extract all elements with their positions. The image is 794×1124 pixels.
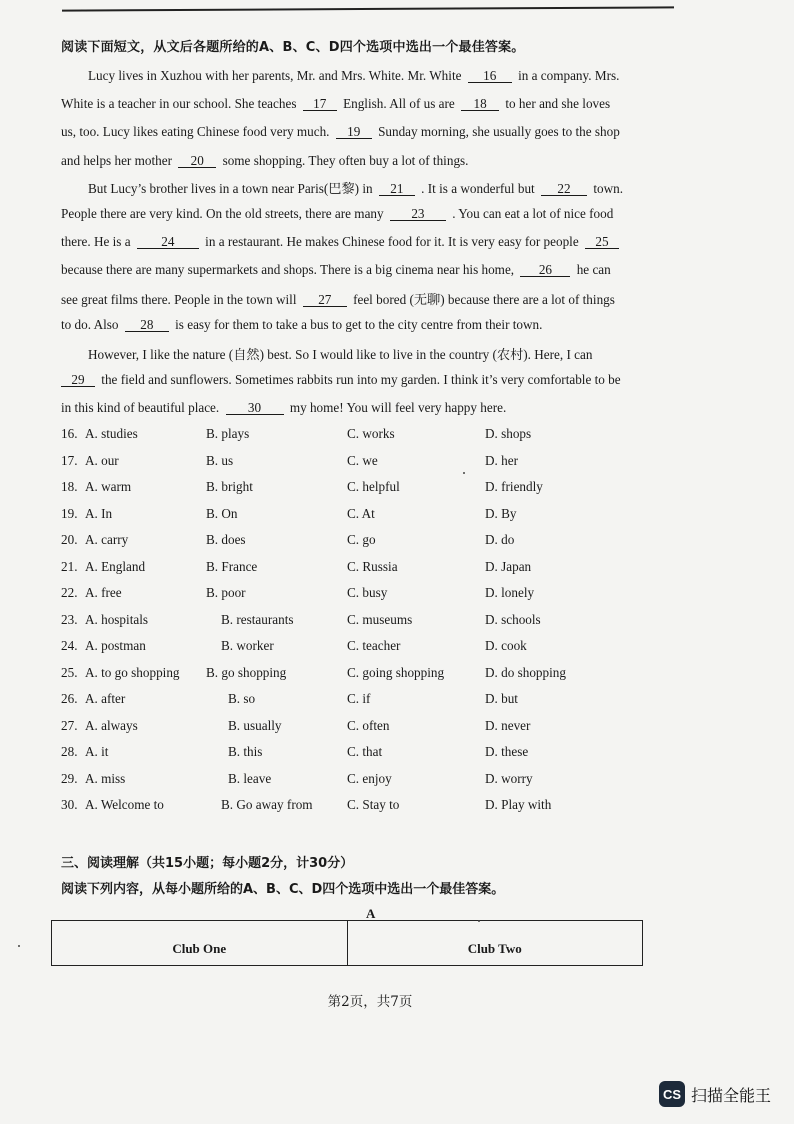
passage-line: see great films there. People in the town will 27 feel bored (无聊) because there are a lot of things [61, 292, 615, 307]
scanner-logo [659, 1081, 771, 1107]
cloze-instruction: 阅读下面短文，从文后各题所给的A、B、C、D四个选项中选出一个最佳答案。 [61, 40, 525, 55]
blank-24: 24 [137, 235, 199, 249]
passage-line: White is a teacher in our school. She teaches 17 English. All of us are 18 to her and she loves [61, 96, 611, 111]
passage-line: there. He is a 24 in a restaurant. He makes Chinese food for it. It is very easy for people 25 [61, 234, 622, 250]
blank-25: 25 [585, 235, 619, 249]
club-two-header: Club Two [347, 921, 643, 965]
passage-line: and helps her mother 20 some shopping. They often buy a lot of things. [61, 153, 469, 168]
option-row: 29. A. miss B. leave C. enjoy D. worry [61, 770, 533, 786]
blank-18: 18 [461, 97, 499, 111]
top-rule [62, 6, 674, 11]
blank-17: 17 [303, 97, 337, 111]
blank-23: 23 [390, 207, 446, 221]
passage-line: to do. Also 28 is easy for them to take a bus to get to the city centre from their town. [61, 317, 543, 332]
option-row: 23. A. hospitals B. restaurants C. museums D. schools [61, 611, 541, 627]
section-title: 三、阅读理解（共15小题；每小题2分，计30分） [61, 856, 354, 871]
option-row: 25. A. to go shopping B. go shopping C. going shopping D. do shopping [61, 664, 566, 680]
cs-logo-icon: CS [659, 1081, 685, 1107]
blank-19: 19 [336, 125, 372, 139]
passage-line: But Lucy’s brother lives in a town near Paris(巴黎) in 21 . It is a wonderful but 22 town. [88, 181, 623, 196]
blank-21: 21 [379, 182, 415, 196]
page-number: 第2页，共7页 [327, 994, 413, 1010]
club-one-header: Club One [172, 941, 227, 956]
club-table [51, 920, 643, 966]
scan-speck [478, 920, 480, 922]
blank-26: 26 [520, 263, 570, 277]
blank-22: 22 [541, 182, 587, 196]
passage-line: in this kind of beautiful place. 30 my home! You will feel very happy here. [61, 400, 507, 415]
passage-line: People there are very kind. On the old streets, there are many 23 . You can eat a lot of nice food [61, 206, 614, 221]
option-row: 18. A. warm B. bright C. helpful D. friendly [61, 479, 543, 494]
blank-28: 28 [125, 318, 169, 332]
passage-line: because there are many supermarkets and shops. There is a big cinema near his home, 26 he can [61, 262, 611, 277]
option-row: 24. A. postman B. worker C. teacher D. cook [61, 638, 527, 653]
passage-line: 29 the field and sunflowers. Sometimes rabbits run into my garden. I think it’s very comfortable to be [61, 372, 621, 388]
passage-line: However, I like the nature (自然) best. So I would like to live in the country (农村). Here, I can [88, 347, 593, 362]
section-instruction: 阅读下列内容，从每小题所给的A、B、C、D四个选项中选出一个最佳答案。 [61, 882, 505, 897]
scan-speck [463, 472, 465, 474]
option-row: 22. A. free B. poor C. busy D. lonely [61, 585, 535, 600]
blank-27: 27 [303, 293, 347, 307]
option-row: 27. A. always B. usually C. often D. never [61, 717, 531, 733]
blank-30: 30 [226, 401, 284, 415]
blank-16: 16 [468, 69, 512, 83]
passage-line: Lucy lives in Xuzhou with her parents, Mr. and Mrs. White. Mr. White 16 in a company. Mrs. [88, 68, 620, 83]
passage-letter: A [366, 906, 376, 921]
option-row: 26. A. after B. so C. if D. but [61, 691, 518, 706]
option-row: 20. A. carry B. does C. go D. do [61, 532, 515, 547]
option-row: 21. A. England B. France C. Russia D. Japan [61, 558, 532, 574]
option-row: 16. A. studies B. plays C. works D. shops [61, 426, 532, 441]
blank-29: 29 [61, 373, 95, 387]
scan-speck [18, 945, 20, 947]
option-row: 17. A. our B. us C. we D. her [61, 452, 518, 468]
passage-line: us, too. Lucy likes eating Chinese food very much. 19 Sunday morning, she usually goes to the shop [61, 124, 620, 139]
option-row: 28. A. it B. this C. that D. these [61, 744, 529, 759]
option-row: 19. A. In B. On C. At D. By [61, 505, 517, 521]
option-row: 30. A. Welcome to B. Go away from C. Stay to D. Play with [61, 797, 552, 812]
logo-text: 扫描全能王 [691, 1085, 772, 1105]
blank-20: 20 [178, 154, 216, 168]
